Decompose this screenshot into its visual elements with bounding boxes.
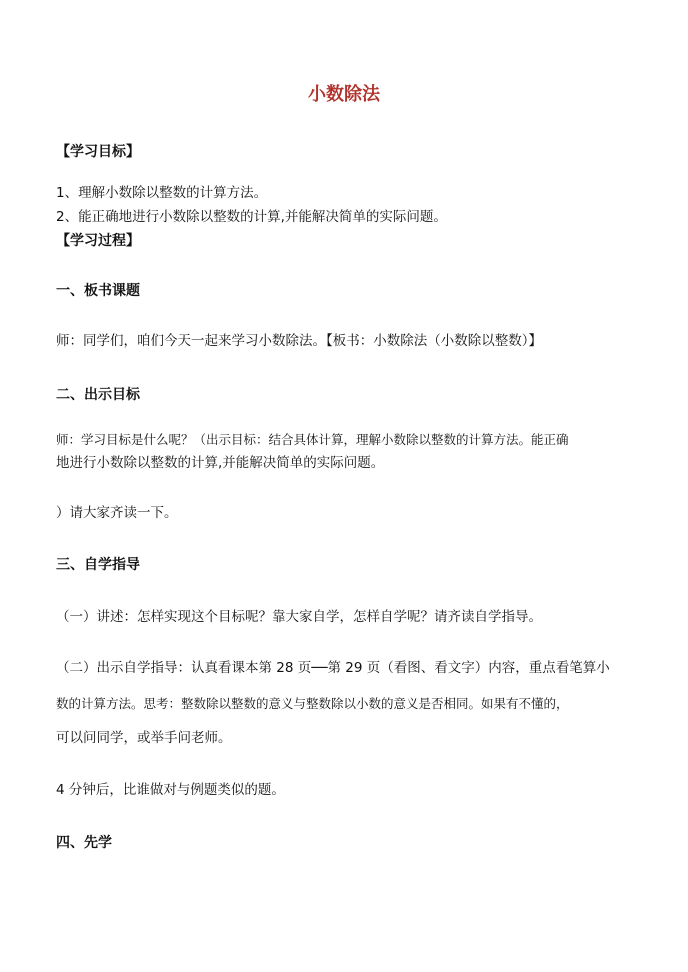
part3-item-3: 4 分钟后，比谁做对与例题类似的题。 — [56, 782, 285, 798]
part3-item-2-line2: 数的计算方法。思考：整数除以整数的意义与整数除以小数的意义是否相同。如果有不懂的， — [56, 696, 569, 711]
part2-text-line3: ）请大家齐读一下。 — [56, 505, 178, 521]
goals-header: 【学习目标】 — [56, 144, 140, 160]
goal-item-2: 2、能正确地进行小数除以整数的计算,并能解决简单的实际问题。 — [56, 209, 447, 225]
part1-heading: 一、板书课题 — [56, 283, 140, 299]
part2-heading: 二、出示目标 — [56, 387, 140, 403]
part3-heading: 三、自学指导 — [56, 557, 140, 573]
part3-item-2-line3: 可以问同学，或举手问老师。 — [56, 730, 232, 746]
part2-text-line1: 师：学习目标是什么呢？（出示目标：结合具体计算，理解小数除以整数的计算方法。能正确 — [56, 432, 569, 447]
part3-item-2-line1: （二）出示自学指导：认真看课本第 28 页──第 29 页（看图、看文字）内容，重点看笔算小 — [56, 660, 610, 676]
part3-item-1: （一）讲述：怎样实现这个目标呢？靠大家自学，怎样自学呢？请齐读自学指导。 — [56, 609, 542, 625]
page-title: 小数除法 — [308, 84, 380, 105]
part4-heading: 四、先学 — [56, 835, 112, 851]
part2-text-line2: 地进行小数除以整数的计算,并能解决简单的实际问题。 — [56, 455, 385, 471]
part1-text: 师：同学们，咱们今天一起来学习小数除法。【板书：小数除法（小数除以整数）】 — [56, 333, 542, 349]
goal-item-1: 1、理解小数除以整数的计算方法。 — [56, 185, 268, 201]
process-header: 【学习过程】 — [56, 233, 140, 249]
